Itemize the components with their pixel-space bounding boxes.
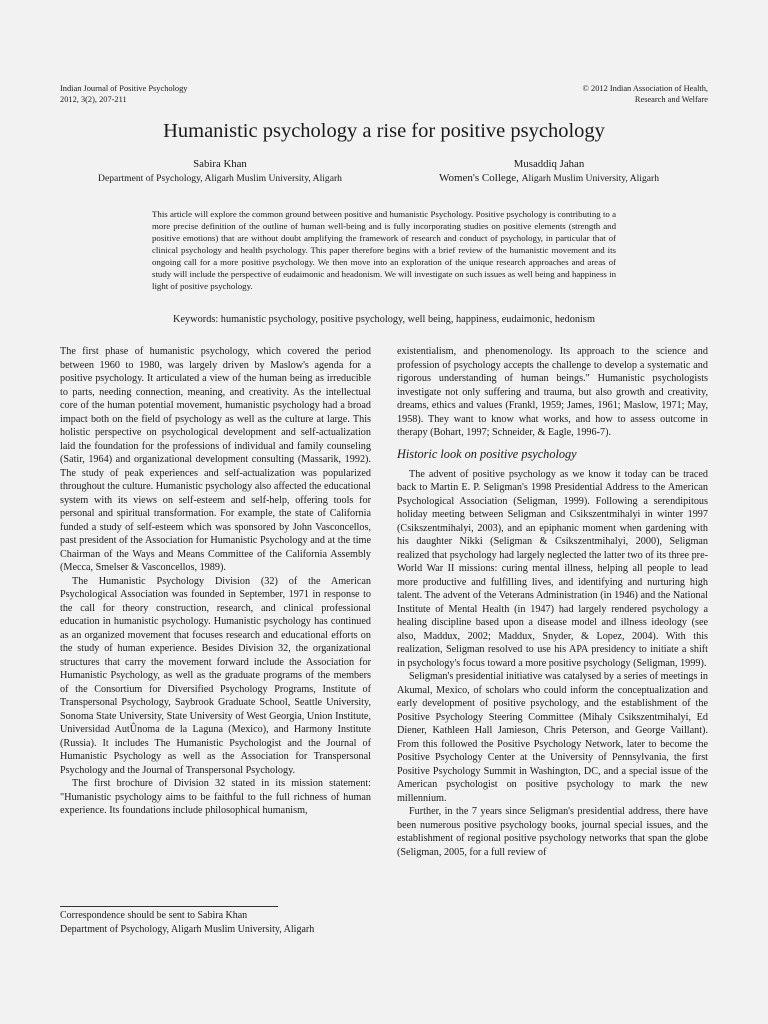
author-2-college: Women's College, (438, 171, 519, 184)
paragraph: The Humanistic Psychology Division (32) of the American Psychological Association was founded in September, 1971 in response to the call for theory construction, research, and clinical professional education in humanistic psychology. Humanistic psychology has continued as an organized movement that focuses research and educational efforts on the study of human experience. Besides Division 32, the organizational structures that carry the movement forward include the Association for Humanistic Psychology, as well as the graduate programs of the members of the Consortium for Diversified Psychology Programs, Institute of Transpersonal Psychology, Saybrook Graduate School, Seattle University, Sonoma State University, State University of West Georgia, Union Institute, Universidad AutÛnoma de la Laguna (Mexico), and Harmony Institute (Russia). It includes The Humanistic Psychologist and the Journal of Humanistic Psychology as well as the Association for Transpersonal Psychology and the Journal of Transpersonal Psychology. (60, 575, 371, 776)
journal-info (60, 84, 360, 105)
author-2-affiliation (390, 172, 708, 186)
author-1-affiliation: Department of Psychology, Aligarh Muslim University, Aligarh (98, 172, 342, 184)
paragraph: existentialism, and phenomenology. Its approach to the science and profession of psychology accepts the challenge to develop a systematic and rigorous understanding of human beings." Humanistic psychologists investigate not only suffering and trauma, but also growth and creativity, dreams, ethics and values (Frankl, 1959; James, 1961; Maslow, 1971; May, 1958). They want to know what works, and how to assess outcome in therapy (Bohart, 1997; Schneider, & Eagle, 1996-7). (397, 346, 708, 438)
footnote-line-2: Department of Psychology, Aligarh Muslim University, Aligarh (60, 923, 315, 935)
section-heading: Historic look on positive psychology (397, 446, 577, 461)
author-2-name: Musaddiq Jahan (513, 158, 585, 170)
journal-name: Indian Journal of Positive Psychology (60, 84, 188, 93)
journal-volume: 2012, 3(2), 207-211 (60, 94, 127, 104)
paragraph: The advent of positive psychology as we know it today can be traced back to Martin E. P. Seligman's 1998 Presidential Address to the American Psychological Association (Seligman, 1999). Following a serendipitous holiday meeting between Seligman and Csikszentmihalyi in winter 1997 (Csikszentmihalyi, 2003), and an epiphanic moment when gardening with his daughter Nikki (Seligman & Csikszentmihalyi, 2000), Seligman realized that psychology had largely neglected the latter two of its three pre-World War II missions: curing mental illness, helping all people to lead more productive and fulfilling lives, and identifying and nurturing high talent. The advent of the Veterans Administration (in 1946) and the National Institute of Mental Health (in 1947) had largely rendered psychology a healing discipline based upon a disease model and illness ideology (see also, Maddux, 2002; Maddux, Snyder, & Lopez, 2004). With this realization, Seligman resolved to use his APA presidency to initiate a shift in psychology's focus toward a more positive psychology (Seligman, 1999). (397, 468, 708, 669)
body-left-column (60, 345, 371, 818)
body-right-column (397, 345, 708, 859)
abstract: This article will explore the common ground between positive and humanistic Psychology. Positive psychology is contributing to a more precise definition of the outline of human well-being and is fully incorporating studies on positive elements (strength and positive emotions) that are without doubt amplifying the framework of research and conduct of psychology, in particular that of clinical psychology and health psychology. This paper therefore begins with a brief review of the humanistic movement and its ongoing call for a more positive psychology. We then move into an exploration of the unique research approaches and areas of study will include the perspective of eudaimonic and headonism. We will investigate on such issues as well being and happiness in light of positive psychology. (152, 209, 616, 291)
author-2 (390, 158, 708, 185)
copyright-line-1: © 2012 Indian Association of Health, (582, 84, 708, 93)
keywords: Keywords: humanistic psychology, positive psychology, well being, happiness, eudaimonic, hedonism (173, 314, 595, 325)
footnote-divider (60, 906, 278, 907)
author-1 (60, 158, 380, 185)
paragraph: Further, in the 7 years since Seligman's presidential address, there have been numerous positive psychology books, journal special issues, and the establishment of regional positive psychology networks that span the globe (Seligman, 2005, for a full review of (397, 806, 708, 858)
footnote-line-1: Correspondence should be sent to Sabira Khan (60, 910, 248, 921)
paragraph: The first phase of humanistic psychology, which covered the period between 1960 to 1980, was largely driven by Maslow's agenda for a positive psychology. It articulated a view of the human being as irreducible to parts, needing connection, meaning, and creativity. As the intellectual core of the human potential movement, humanistic psychology had a broad impact both on the field of psychology as well as the culture at large. This holistic perspective on psychological development and self-actualization laid the foundation for the professions of individual and family counseling (Satir, 1964) and organizational development consulting (Massarik, 1992). The study of peak experiences and self-actualization was popularized throughout the culture. Humanistic psychology also affected the educational system with its views on self-esteem and self-help, offering tools for personal and spiritual transformation. For example, the state of California funded a study of self-esteem which was sponsored by John Vasconcellos, past president of the Association for Humanistic Psychology and at the time Chairman of the Ways and Means Committee of the California Assembly (Mecca, Smelser & Vasconcellos, 1989). (60, 346, 371, 573)
paragraph: The first brochure of Division 32 stated in its mission statement: "Humanistic psychology aims to be faithful to the full richness of human experience. Its foundations include philosophical humanism, (60, 778, 371, 816)
paragraph: Seligman's presidential initiative was catalysed by a series of meetings in Akumal, Mexico, of scholars who could inform the conceptualization and early development of positive psychology, and the establishment of the Positive Psychology Steering Committee (Mihaly Csikszentmihalyi, Ed Diener, Kathleen Hall Jamieson, Chris Peterson, and George Vaillant). From this followed the Positive Psychology Network, later to become the Positive Psychology Center at the University of Pennsylvania, the first Positive Psychology Summit in Washington, DC, and a special issue of the American psychologist on positive psychology to mark the new millennium. (397, 671, 708, 804)
copyright-line-2: Research and Welfare (634, 94, 708, 104)
copyright-info (408, 84, 708, 105)
author-1-name: Sabira Khan (193, 158, 247, 170)
author-2-university: Aligarh Muslim University, Aligarh (521, 172, 660, 184)
correspondence-footnote (60, 909, 380, 936)
article-title: Humanistic psychology a rise for positive psychology (163, 120, 605, 142)
